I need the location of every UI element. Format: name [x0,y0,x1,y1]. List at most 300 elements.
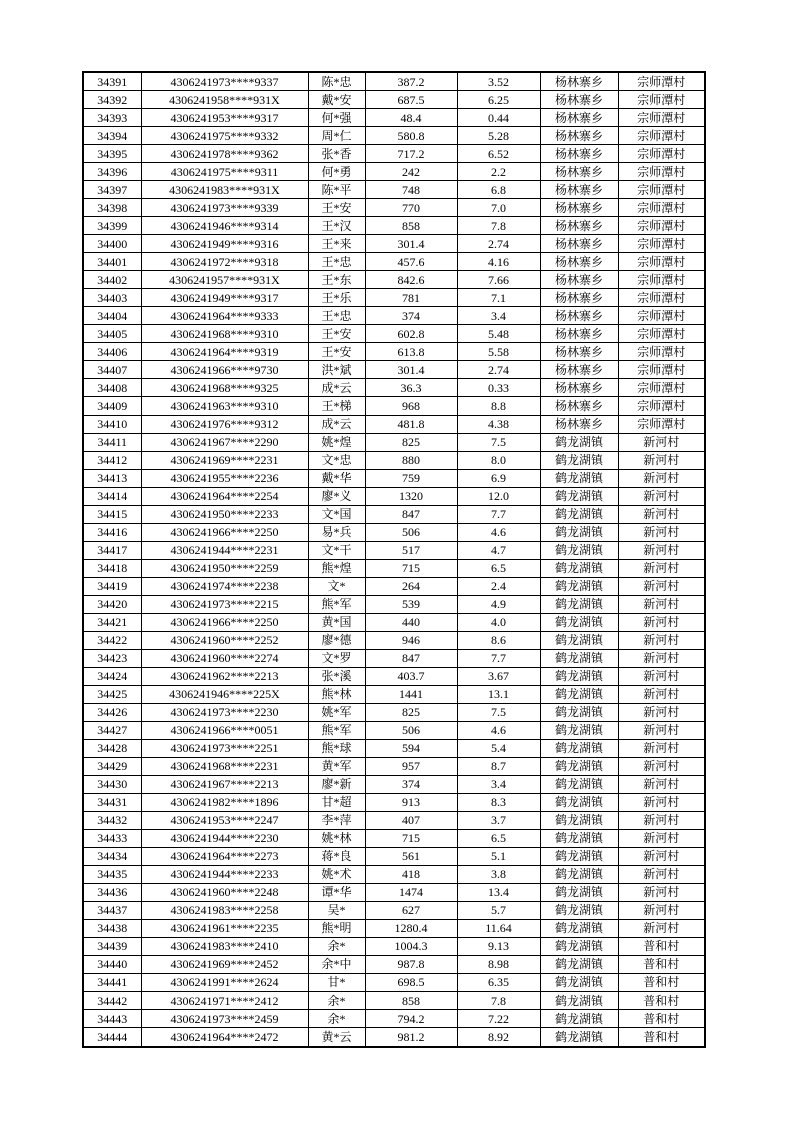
cell-name: 王*安 [308,343,365,361]
cell-amount: 4.38 [457,415,540,433]
cell-serial: 34431 [83,793,141,811]
cell-amount: 7.7 [457,505,540,523]
cell-name: 王*来 [308,235,365,253]
cell-village: 宗师潭村 [618,199,705,217]
cell-area: 687.5 [365,91,457,109]
roster-table-body [83,72,705,1047]
table-row [83,163,705,181]
cell-name: 黄*国 [308,613,365,631]
cell-amount: 12.0 [457,487,540,505]
cell-area: 506 [365,523,457,541]
cell-name: 蒋*良 [308,847,365,865]
cell-area: 717.2 [365,145,457,163]
cell-serial: 34396 [83,163,141,181]
cell-village: 宗师潭村 [618,235,705,253]
table-row [83,307,705,325]
cell-township: 鹤龙湖镇 [540,829,618,847]
table-row [83,109,705,127]
table-row [83,451,705,469]
cell-serial: 34392 [83,91,141,109]
cell-amount: 5.28 [457,127,540,145]
cell-area: 968 [365,397,457,415]
cell-township: 鹤龙湖镇 [540,577,618,595]
cell-id-number: 4306241953****9317 [141,109,308,127]
table-row [83,667,705,685]
cell-amount: 0.33 [457,379,540,397]
cell-village: 新河村 [618,883,705,901]
cell-serial: 34432 [83,811,141,829]
cell-amount: 3.8 [457,865,540,883]
cell-id-number: 4306241982****1896 [141,793,308,811]
cell-area: 770 [365,199,457,217]
cell-name: 廖*新 [308,775,365,793]
cell-id-number: 4306241983****931X [141,181,308,199]
cell-serial: 34429 [83,757,141,775]
cell-name: 余* [308,937,365,955]
cell-amount: 4.6 [457,721,540,739]
cell-village: 新河村 [618,649,705,667]
table-row [83,992,705,1010]
cell-name: 文*罗 [308,649,365,667]
cell-amount: 4.0 [457,613,540,631]
cell-id-number: 4306241966****2250 [141,613,308,631]
cell-township: 杨林寨乡 [540,127,618,145]
cell-amount: 5.4 [457,739,540,757]
cell-name: 黄*军 [308,757,365,775]
cell-name: 文*国 [308,505,365,523]
cell-township: 杨林寨乡 [540,289,618,307]
cell-township: 杨林寨乡 [540,235,618,253]
cell-area: 517 [365,541,457,559]
cell-township: 鹤龙湖镇 [540,973,618,991]
cell-serial: 34391 [83,72,141,91]
cell-area: 781 [365,289,457,307]
cell-township: 杨林寨乡 [540,91,618,109]
cell-amount: 6.5 [457,559,540,577]
table-row [83,235,705,253]
cell-name: 陈*忠 [308,72,365,91]
cell-village: 新河村 [618,793,705,811]
cell-name: 文* [308,577,365,595]
cell-area: 842.6 [365,271,457,289]
table-row [83,883,705,901]
cell-township: 鹤龙湖镇 [540,1010,618,1028]
table-row [83,523,705,541]
cell-name: 廖*义 [308,487,365,505]
cell-area: 715 [365,829,457,847]
cell-serial: 34408 [83,379,141,397]
cell-amount: 13.4 [457,883,540,901]
table-row [83,505,705,523]
cell-area: 847 [365,649,457,667]
cell-area: 374 [365,775,457,793]
cell-serial: 34439 [83,937,141,955]
cell-amount: 2.74 [457,361,540,379]
cell-name: 余*中 [308,955,365,973]
cell-village: 新河村 [618,811,705,829]
cell-serial: 34400 [83,235,141,253]
cell-village: 普和村 [618,937,705,955]
cell-serial: 34419 [83,577,141,595]
cell-name: 戴*华 [308,469,365,487]
cell-id-number: 4306241960****2248 [141,883,308,901]
table-row [83,847,705,865]
cell-amount: 8.0 [457,451,540,469]
cell-area: 1280.4 [365,919,457,937]
cell-area: 946 [365,631,457,649]
cell-name: 王*梯 [308,397,365,415]
cell-village: 新河村 [618,703,705,721]
cell-serial: 34413 [83,469,141,487]
table-row [83,685,705,703]
cell-village: 新河村 [618,847,705,865]
cell-village: 新河村 [618,901,705,919]
cell-area: 913 [365,793,457,811]
cell-serial: 34409 [83,397,141,415]
table-row [83,775,705,793]
cell-id-number: 4306241973****2459 [141,1010,308,1028]
cell-township: 杨林寨乡 [540,163,618,181]
cell-township: 鹤龙湖镇 [540,883,618,901]
cell-village: 宗师潭村 [618,325,705,343]
cell-area: 602.8 [365,325,457,343]
cell-area: 387.2 [365,72,457,91]
cell-serial: 34422 [83,631,141,649]
cell-area: 440 [365,613,457,631]
cell-id-number: 4306241968****9310 [141,325,308,343]
cell-amount: 8.3 [457,793,540,811]
cell-id-number: 4306241958****931X [141,91,308,109]
cell-area: 1320 [365,487,457,505]
cell-township: 杨林寨乡 [540,415,618,433]
cell-id-number: 4306241960****2274 [141,649,308,667]
cell-id-number: 4306241946****225X [141,685,308,703]
cell-id-number: 4306241968****2231 [141,757,308,775]
table-row [83,631,705,649]
cell-serial: 34443 [83,1010,141,1028]
cell-name: 熊*林 [308,685,365,703]
cell-amount: 5.1 [457,847,540,865]
cell-village: 普和村 [618,973,705,991]
cell-id-number: 4306241967****2213 [141,775,308,793]
cell-serial: 34407 [83,361,141,379]
cell-area: 981.2 [365,1028,457,1047]
table-row [83,217,705,235]
cell-village: 宗师潭村 [618,361,705,379]
cell-name: 王*安 [308,199,365,217]
cell-township: 杨林寨乡 [540,361,618,379]
cell-name: 周*仁 [308,127,365,145]
cell-village: 新河村 [618,451,705,469]
roster-table [82,71,706,1048]
cell-township: 鹤龙湖镇 [540,613,618,631]
cell-area: 794.2 [365,1010,457,1028]
cell-amount: 3.4 [457,775,540,793]
cell-amount: 7.22 [457,1010,540,1028]
cell-id-number: 4306241973****2215 [141,595,308,613]
cell-township: 鹤龙湖镇 [540,865,618,883]
cell-township: 鹤龙湖镇 [540,775,618,793]
cell-village: 宗师潭村 [618,271,705,289]
cell-id-number: 4306241991****2624 [141,973,308,991]
cell-amount: 2.2 [457,163,540,181]
cell-id-number: 4306241973****9337 [141,72,308,91]
cell-name: 文*干 [308,541,365,559]
cell-area: 301.4 [365,235,457,253]
cell-name: 陈*平 [308,181,365,199]
cell-name: 甘* [308,973,365,991]
cell-name: 何*勇 [308,163,365,181]
cell-name: 王*乐 [308,289,365,307]
cell-amount: 4.16 [457,253,540,271]
cell-village: 新河村 [618,865,705,883]
cell-area: 715 [365,559,457,577]
cell-name: 张*溪 [308,667,365,685]
cell-village: 新河村 [618,559,705,577]
table-row [83,937,705,955]
table-row [83,1010,705,1028]
cell-township: 鹤龙湖镇 [540,523,618,541]
cell-village: 宗师潭村 [618,307,705,325]
cell-serial: 34412 [83,451,141,469]
cell-name: 熊*煌 [308,559,365,577]
cell-area: 374 [365,307,457,325]
cell-serial: 34426 [83,703,141,721]
cell-township: 鹤龙湖镇 [540,739,618,757]
cell-township: 鹤龙湖镇 [540,487,618,505]
cell-area: 1004.3 [365,937,457,955]
cell-area: 457.6 [365,253,457,271]
cell-id-number: 4306241968****9325 [141,379,308,397]
cell-area: 987.8 [365,955,457,973]
cell-name: 张*香 [308,145,365,163]
cell-amount: 0.44 [457,109,540,127]
cell-name: 洪*斌 [308,361,365,379]
cell-township: 杨林寨乡 [540,343,618,361]
table-row [83,199,705,217]
cell-area: 242 [365,163,457,181]
cell-village: 普和村 [618,1028,705,1047]
cell-township: 鹤龙湖镇 [540,505,618,523]
cell-village: 宗师潭村 [618,72,705,91]
cell-township: 鹤龙湖镇 [540,649,618,667]
table-row [83,577,705,595]
table-row [83,469,705,487]
cell-serial: 34433 [83,829,141,847]
cell-serial: 34417 [83,541,141,559]
cell-name: 甘*超 [308,793,365,811]
table-row [83,739,705,757]
cell-amount: 6.5 [457,829,540,847]
table-row [83,721,705,739]
cell-village: 新河村 [618,667,705,685]
cell-id-number: 4306241946****9314 [141,217,308,235]
table-row [83,433,705,451]
cell-name: 熊*球 [308,739,365,757]
cell-serial: 34395 [83,145,141,163]
cell-id-number: 4306241966****0051 [141,721,308,739]
cell-amount: 7.7 [457,649,540,667]
cell-area: 561 [365,847,457,865]
cell-amount: 3.67 [457,667,540,685]
cell-village: 新河村 [618,829,705,847]
cell-village: 新河村 [618,919,705,937]
table-row [83,919,705,937]
cell-village: 新河村 [618,505,705,523]
table-row [83,397,705,415]
cell-serial: 34440 [83,955,141,973]
cell-village: 宗师潭村 [618,145,705,163]
cell-serial: 34420 [83,595,141,613]
cell-township: 鹤龙湖镇 [540,992,618,1010]
cell-village: 新河村 [618,685,705,703]
table-row [83,1028,705,1047]
cell-area: 36.3 [365,379,457,397]
cell-amount: 13.1 [457,685,540,703]
cell-amount: 4.6 [457,523,540,541]
cell-serial: 34393 [83,109,141,127]
table-row [83,289,705,307]
cell-area: 407 [365,811,457,829]
cell-serial: 34405 [83,325,141,343]
cell-township: 杨林寨乡 [540,109,618,127]
cell-area: 418 [365,865,457,883]
cell-id-number: 4306241949****9317 [141,289,308,307]
cell-serial: 34414 [83,487,141,505]
cell-serial: 34399 [83,217,141,235]
cell-township: 杨林寨乡 [540,199,618,217]
cell-area: 580.8 [365,127,457,145]
cell-area: 627 [365,901,457,919]
cell-amount: 7.66 [457,271,540,289]
cell-serial: 34442 [83,992,141,1010]
cell-township: 鹤龙湖镇 [540,469,618,487]
cell-township: 鹤龙湖镇 [540,847,618,865]
cell-area: 1441 [365,685,457,703]
table-row [83,865,705,883]
cell-serial: 34425 [83,685,141,703]
cell-serial: 34402 [83,271,141,289]
table-row [83,253,705,271]
table-row [83,811,705,829]
cell-id-number: 4306241973****2230 [141,703,308,721]
cell-township: 鹤龙湖镇 [540,631,618,649]
table-row [83,901,705,919]
cell-name: 易*兵 [308,523,365,541]
cell-village: 新河村 [618,577,705,595]
cell-id-number: 4306241974****2238 [141,577,308,595]
cell-township: 鹤龙湖镇 [540,757,618,775]
cell-name: 戴*安 [308,91,365,109]
cell-id-number: 4306241944****2230 [141,829,308,847]
cell-village: 新河村 [618,613,705,631]
cell-amount: 8.8 [457,397,540,415]
cell-amount: 7.8 [457,217,540,235]
cell-amount: 4.7 [457,541,540,559]
cell-id-number: 4306241966****2250 [141,523,308,541]
cell-id-number: 4306241957****931X [141,271,308,289]
cell-amount: 5.48 [457,325,540,343]
cell-township: 杨林寨乡 [540,379,618,397]
cell-amount: 4.9 [457,595,540,613]
cell-amount: 6.25 [457,91,540,109]
cell-township: 鹤龙湖镇 [540,685,618,703]
cell-serial: 34403 [83,289,141,307]
cell-township: 鹤龙湖镇 [540,541,618,559]
cell-amount: 8.92 [457,1028,540,1047]
cell-township: 杨林寨乡 [540,145,618,163]
table-row [83,127,705,145]
cell-id-number: 4306241983****2258 [141,901,308,919]
cell-township: 鹤龙湖镇 [540,667,618,685]
cell-id-number: 4306241955****2236 [141,469,308,487]
cell-village: 宗师潭村 [618,343,705,361]
cell-village: 新河村 [618,631,705,649]
cell-area: 698.5 [365,973,457,991]
cell-amount: 6.9 [457,469,540,487]
cell-name: 吴* [308,901,365,919]
cell-serial: 34436 [83,883,141,901]
cell-id-number: 4306241967****2290 [141,433,308,451]
cell-id-number: 4306241973****2251 [141,739,308,757]
cell-area: 748 [365,181,457,199]
cell-id-number: 4306241964****2273 [141,847,308,865]
cell-id-number: 4306241972****9318 [141,253,308,271]
cell-serial: 34394 [83,127,141,145]
cell-area: 825 [365,433,457,451]
cell-village: 宗师潭村 [618,181,705,199]
cell-name: 成*云 [308,415,365,433]
cell-village: 宗师潭村 [618,379,705,397]
cell-id-number: 4306241950****2259 [141,559,308,577]
table-row [83,649,705,667]
cell-name: 王*安 [308,325,365,343]
cell-amount: 8.7 [457,757,540,775]
cell-township: 鹤龙湖镇 [540,955,618,973]
cell-name: 熊*军 [308,595,365,613]
cell-name: 王*汉 [308,217,365,235]
cell-id-number: 4306241964****9333 [141,307,308,325]
cell-area: 880 [365,451,457,469]
cell-township: 鹤龙湖镇 [540,793,618,811]
table-row [83,343,705,361]
cell-name: 熊*军 [308,721,365,739]
cell-amount: 7.0 [457,199,540,217]
cell-serial: 34434 [83,847,141,865]
cell-id-number: 4306241975****9332 [141,127,308,145]
cell-village: 新河村 [618,721,705,739]
cell-township: 鹤龙湖镇 [540,595,618,613]
cell-village: 宗师潭村 [618,217,705,235]
cell-village: 宗师潭村 [618,91,705,109]
cell-name: 李*萍 [308,811,365,829]
cell-village: 新河村 [618,541,705,559]
cell-name: 熊*明 [308,919,365,937]
cell-area: 825 [365,703,457,721]
cell-name: 姚*军 [308,703,365,721]
cell-id-number: 4306241953****2247 [141,811,308,829]
cell-township: 鹤龙湖镇 [540,721,618,739]
table-row [83,973,705,991]
cell-id-number: 4306241964****2472 [141,1028,308,1047]
cell-serial: 34424 [83,667,141,685]
cell-area: 403.7 [365,667,457,685]
cell-name: 文*忠 [308,451,365,469]
cell-village: 宗师潭村 [618,415,705,433]
cell-township: 杨林寨乡 [540,253,618,271]
cell-township: 鹤龙湖镇 [540,433,618,451]
cell-township: 杨林寨乡 [540,217,618,235]
